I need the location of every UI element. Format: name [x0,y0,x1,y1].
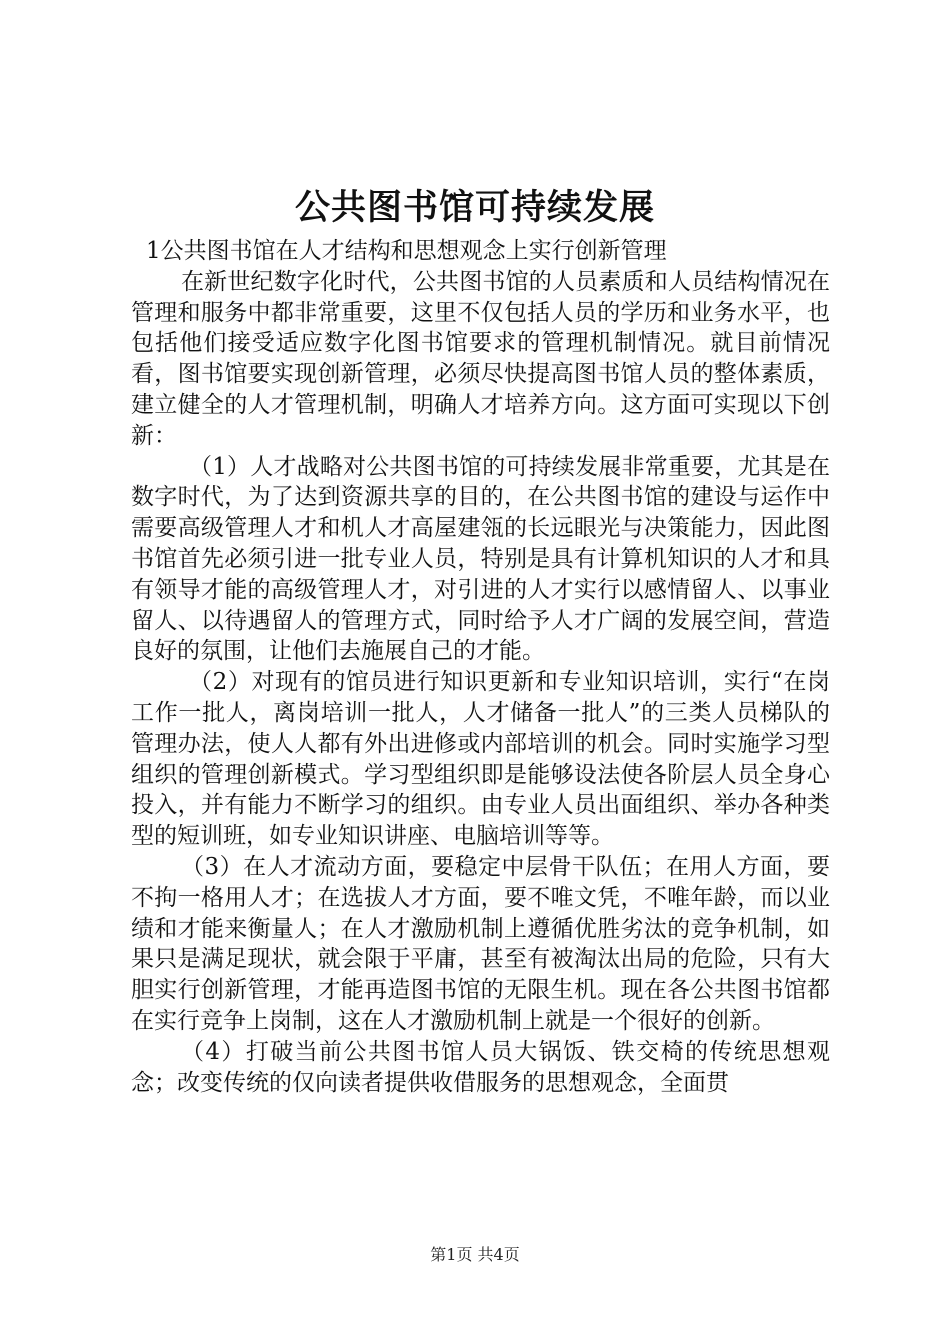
paragraph-item-2: （2）对现有的馆员进行知识更新和专业知识培训，实行“在岗工作一批人，离岗培训一批人，人才储备一批人”的三类人员梯队的管理办法，使人人都有外出进修或内部培训的机会。同时实施学习型组织的管理创新模式。学习型组织即是能够设法使各阶层人员全身心投入，并有能力不断学习的组织。由专业人员出面组织、举办各种类型的短训班，如专业知识讲座、电脑培训等等。 [131,669,830,850]
paragraph-item-4: （4）打破当前公共图书馆人员大锅饭、铁交椅的传统思想观念；改变传统的仅向读者提供收借服务的思想观念，全面贯 [131,1038,830,1096]
section-heading: 1公共图书馆在人才结构和思想观念上实行创新管理 [146,238,667,264]
page-footer: 第1页 共4页 [430,1245,520,1264]
paragraph-item-1: （1）人才战略对公共图书馆的可持续发展非常重要，尤其是在数字时代，为了达到资源共享的目的，在公共图书馆的建设与运作中需要高级管理人才和机人才高屋建瓴的长远眼光与决策能力，因此图书馆首先必须引进一批专业人员，特别是具有计算机知识的人才和具有领导才能的高级管理人才，对引进的人才实行以感情留人、以事业留人、以待遇留人的管理方式，同时给予人才广阔的发展空间，营造良好的氛围，让他们去施展自己的才能。 [131,453,830,665]
document-body [131,236,830,1098]
paragraph-item-3: （3）在人才流动方面，要稳定中层骨干队伍；在用人方面，要不拘一格用人才；在选拔人才方面，要不唯文凭，不唯年龄，而以业绩和才能来衡量人；在人才激励机制上遵循优胜劣汰的竞争机制，如果只是满足现状，就会限于平庸，甚至有被淘汰出局的危险，只有大胆实行创新管理，才能再造图书馆的无限生机。现在各公共图书馆都在实行竞争上岗制，这在人才激励机制上就是一个很好的创新。 [131,853,830,1034]
paragraph-intro: 在新世纪数字化时代，公共图书馆的人员素质和人员结构情况在管理和服务中都非常重要，这里不仅包括人员的学历和业务水平，也包括他们接受适应数字化图书馆要求的管理机制情况。就目前情况看，图书馆要实现创新管理，必须尽快提高图书馆人员的整体素质，建立健全的人才管理机制，明确人才培养方向。这方面可实现以下创新： [131,268,830,449]
document-title: 公共图书馆可持续发展 [294,187,655,228]
